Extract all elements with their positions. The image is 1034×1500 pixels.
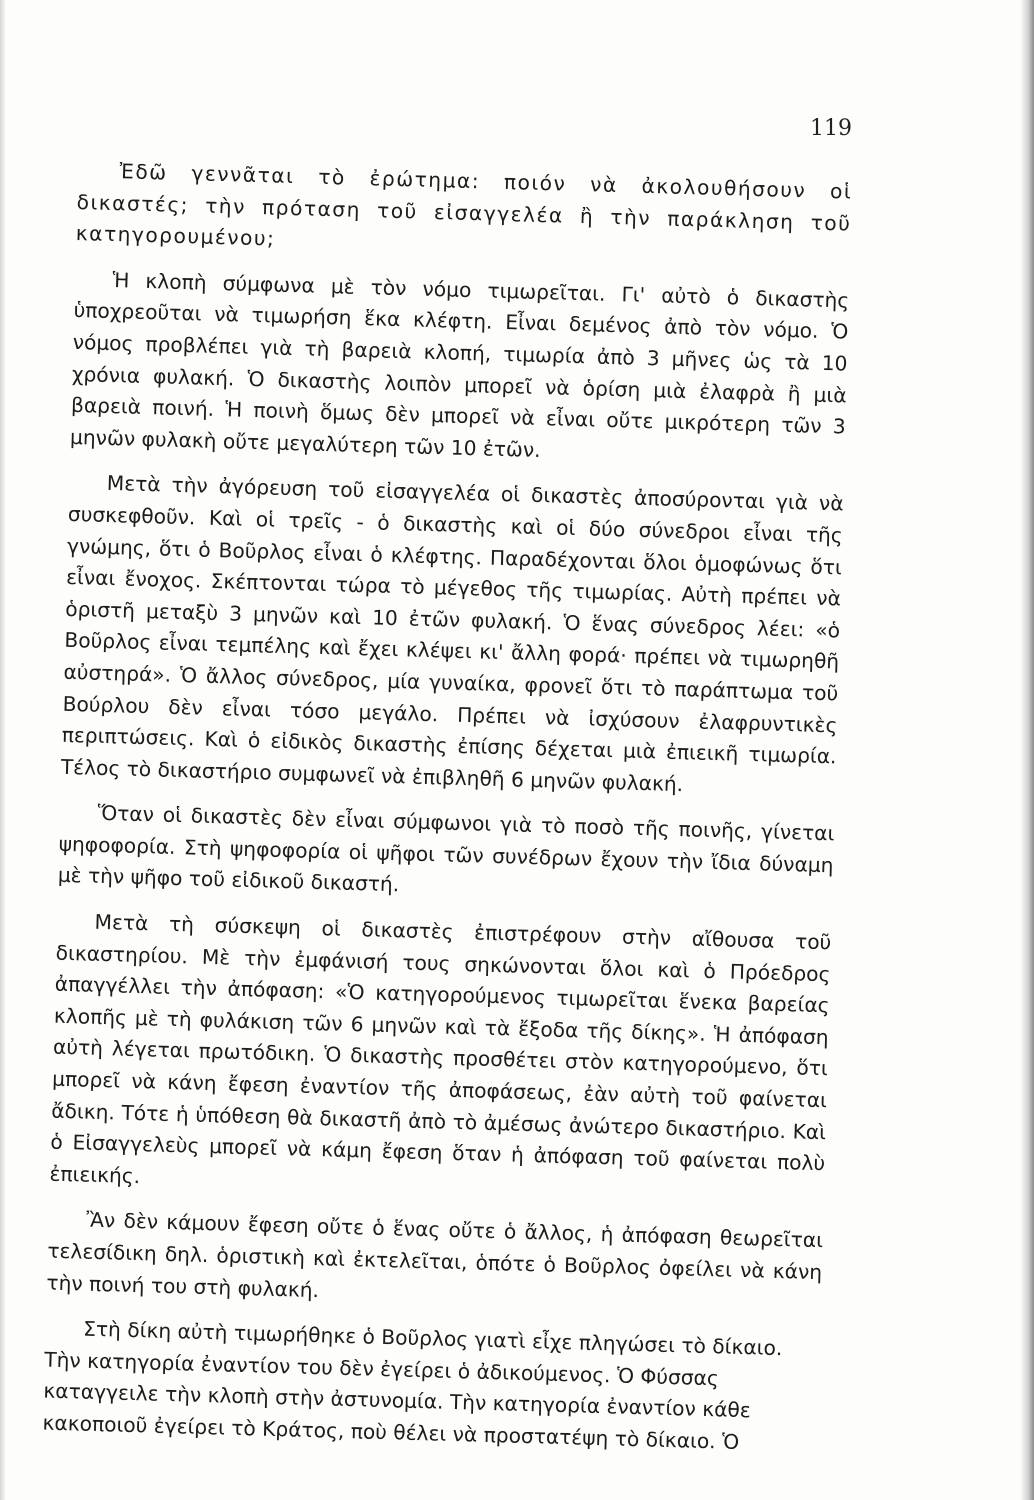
paragraph-theft-law: Ἡ κλοπὴ σύμφωνα μὲ τὸν νόμο τιμωρεῖται. Γι' αὐτὸ ὁ δικαστὴς ὑποχρεοῦται νὰ τιμωρήση ἕκα κλέφτη. Εἶναι δεμένος ἀπὸ τὸν νόμο. Ὁ νόμος προβλέπει γιὰ τὴ βαρειὰ κλοπή, τιμωρία ἀπὸ 3 μῆνες ὡς τὰ 10 χρόνια φυλακή. Ὁ δικαστὴς λοιπὸν μπορεῖ νὰ ὁρίση μιὰ ἐλαφρὰ ἢ μιὰ βαρειὰ ποινή. Ἡ ποινὴ ὅμως δὲν μπορεῖ νὰ εἶναι οὔτε μικρότερη τῶν 3 μηνῶν φυλακὴ οὔτε μεγαλύτερη τῶν 10 ἐτῶν. — [69, 267, 850, 462]
paragraph-deliberation: Μετὰ τὴν ἀγόρευση τοῦ εἰσαγγελέα οἱ δικαστὲς ἀποσύρονται γιὰ νὰ συσκεφθοῦν. Καὶ οἱ τρεῖς - ὁ δικαστὴς καὶ οἱ δύο σύνεδροι εἶναι τῆς γνώμης, ὅτι ὁ Βοῦρλος εἶναι ὁ κλέφτης. Παραδέχονται ὅλοι ὁμοφώνως ὅτι εἶναι ἔνοχος. Σκέπτονται τώρα τὸ μέγεθος τῆς τιμωρίας. Αὐτὴ πρέπει νὰ ὁριστῆ μεταξὺ 3 μηνῶν καὶ 10 ἐτῶν φυλακή. Ὁ ἕνας σύνεδρος λέει: «ὁ Βοῦρλος εἶναι τεμπέλης καὶ ἔχει κλέψει κι' ἄλλη φορά· πρέπει νὰ τιμωρηθῆ αὐστηρά». Ὁ ἄλλος σύνεδρος, μία γυναίκα, φρονεῖ ὅτι τὸ παράπτωμα τοῦ Βούρλου δὲν εἶναι τόσο μεγάλο. Πρέπει νὰ ἰσχύσουν ἐλαφρυντικὲς περιπτώσεις. Καὶ ὁ εἰδικὸς δικαστὴς ἐπίσης δέχεται μιὰ ἐπιεικῆ τιμωρία. Τέλος τὸ δικαστήριο συμφωνεῖ νὰ ἐπιβληθῆ 6 μηνῶν φυλακή. — [60, 471, 844, 796]
paragraph-question: Ἐδῶ γεννᾶται τὸ ἐρώτημα: ποιόν νὰ ἀκολουθήσουν οἱ δικαστές; τὴν πρόταση τοῦ εἰσαγγελέα ἢ τὴν παράκληση τοῦ κατηγορουμένου; — [75, 159, 853, 251]
page-right-edge — [1020, 0, 1034, 1500]
paragraph-voting: Ὅταν οἱ δικαστὲς δὲν εἶναι σύμφωνοι γιὰ τὸ ποσὸ τῆς ποινῆς, γίνεται ψηφοφορία. Στὴ ψηφοφορία οἱ ψῆφοι τῶν συνέδρων ἔχουν τὴν ἴδια δύναμη μὲ τὴν ψῆφο τοῦ εἰδικοῦ δικαστή. — [57, 801, 835, 897]
page-number: 119 — [810, 116, 852, 141]
body-text — [42, 155, 853, 1475]
page-left-edge — [0, 0, 6, 1500]
paragraph-state-prosecution: Στὴ δίκη αὐτὴ τιμωρήθηκε ὁ Βοῦρλος γιατὶ εἶχε πληγώσει τὸ δίκαιο. Τὴν κατηγορία ἐναντίον του δὲν ἐγείρει ὁ ἀδικούμενος. Ὁ Φύσσας καταγγειλε τὴν κλοπὴ στὴν ἀστυνομία. Τὴν κατηγορία ἐναντίον κάθε κακοποιοῦ ἐγείρει τὸ Κράτος, ποὺ θέλει νὰ προστατέψη τὸ δίκαιο. Ὁ — [42, 1316, 783, 1454]
paragraph-verdict: Μετὰ τὴ σύσκεψη οἱ δικαστὲς ἐπιστρέφουν στὴν αἴθουσα τοῦ δικαστηρίου. Μὲ τὴν ἐμφάνισή τους σηκώνονται ὅλοι καὶ ὁ Πρόεδρος ἀπαγγέλλει τὴν ἀπόφαση: «Ὁ κατηγορούμενος τιμωρεῖται ἕνεκα βαρείας κλοπῆς μὲ τὴ φυλάκιση τῶν 6 μηνῶν καὶ τὰ ἔξοδα τῆς δίκης». Ἡ ἀπόφαση αὐτὴ λέγεται πρωτόδικη. Ὁ δικαστὴς προσθέτει στὸν κατηγορούμενο, ὅτι μπορεῖ νὰ κάνη ἔφεση ἐναντίον τῆς ἀποφάσεως, ἐὰν αὐτὴ τοῦ φαίνεται ἄδικη. Τότε ἡ ὑπόθεση θὰ δικαστῆ ἀπὸ τὸ ἀμέσως ἀνώτερο δικαστήριο. Καὶ ὁ Εἰσαγγελεὺς μπορεῖ νὰ κάμη ἔφεση ὅταν ἡ ἀπόφαση τοῦ φαίνεται πολὺ ἐπιεικής. — [49, 909, 832, 1188]
paragraph-final-decision: Ἂν δὲν κάμουν ἔφεση οὔτε ὁ ἕνας οὔτε ὁ ἄλλος, ἡ ἀπόφαση θεωρεῖται τελεσίδικη δηλ. ὁριστικὴ καὶ ἐκτελεῖται, ὁπότε ὁ Βοῦρλος ὀφείλει νὰ κάνη τὴν ποινή του στὴ φυλακή. — [46, 1208, 824, 1302]
